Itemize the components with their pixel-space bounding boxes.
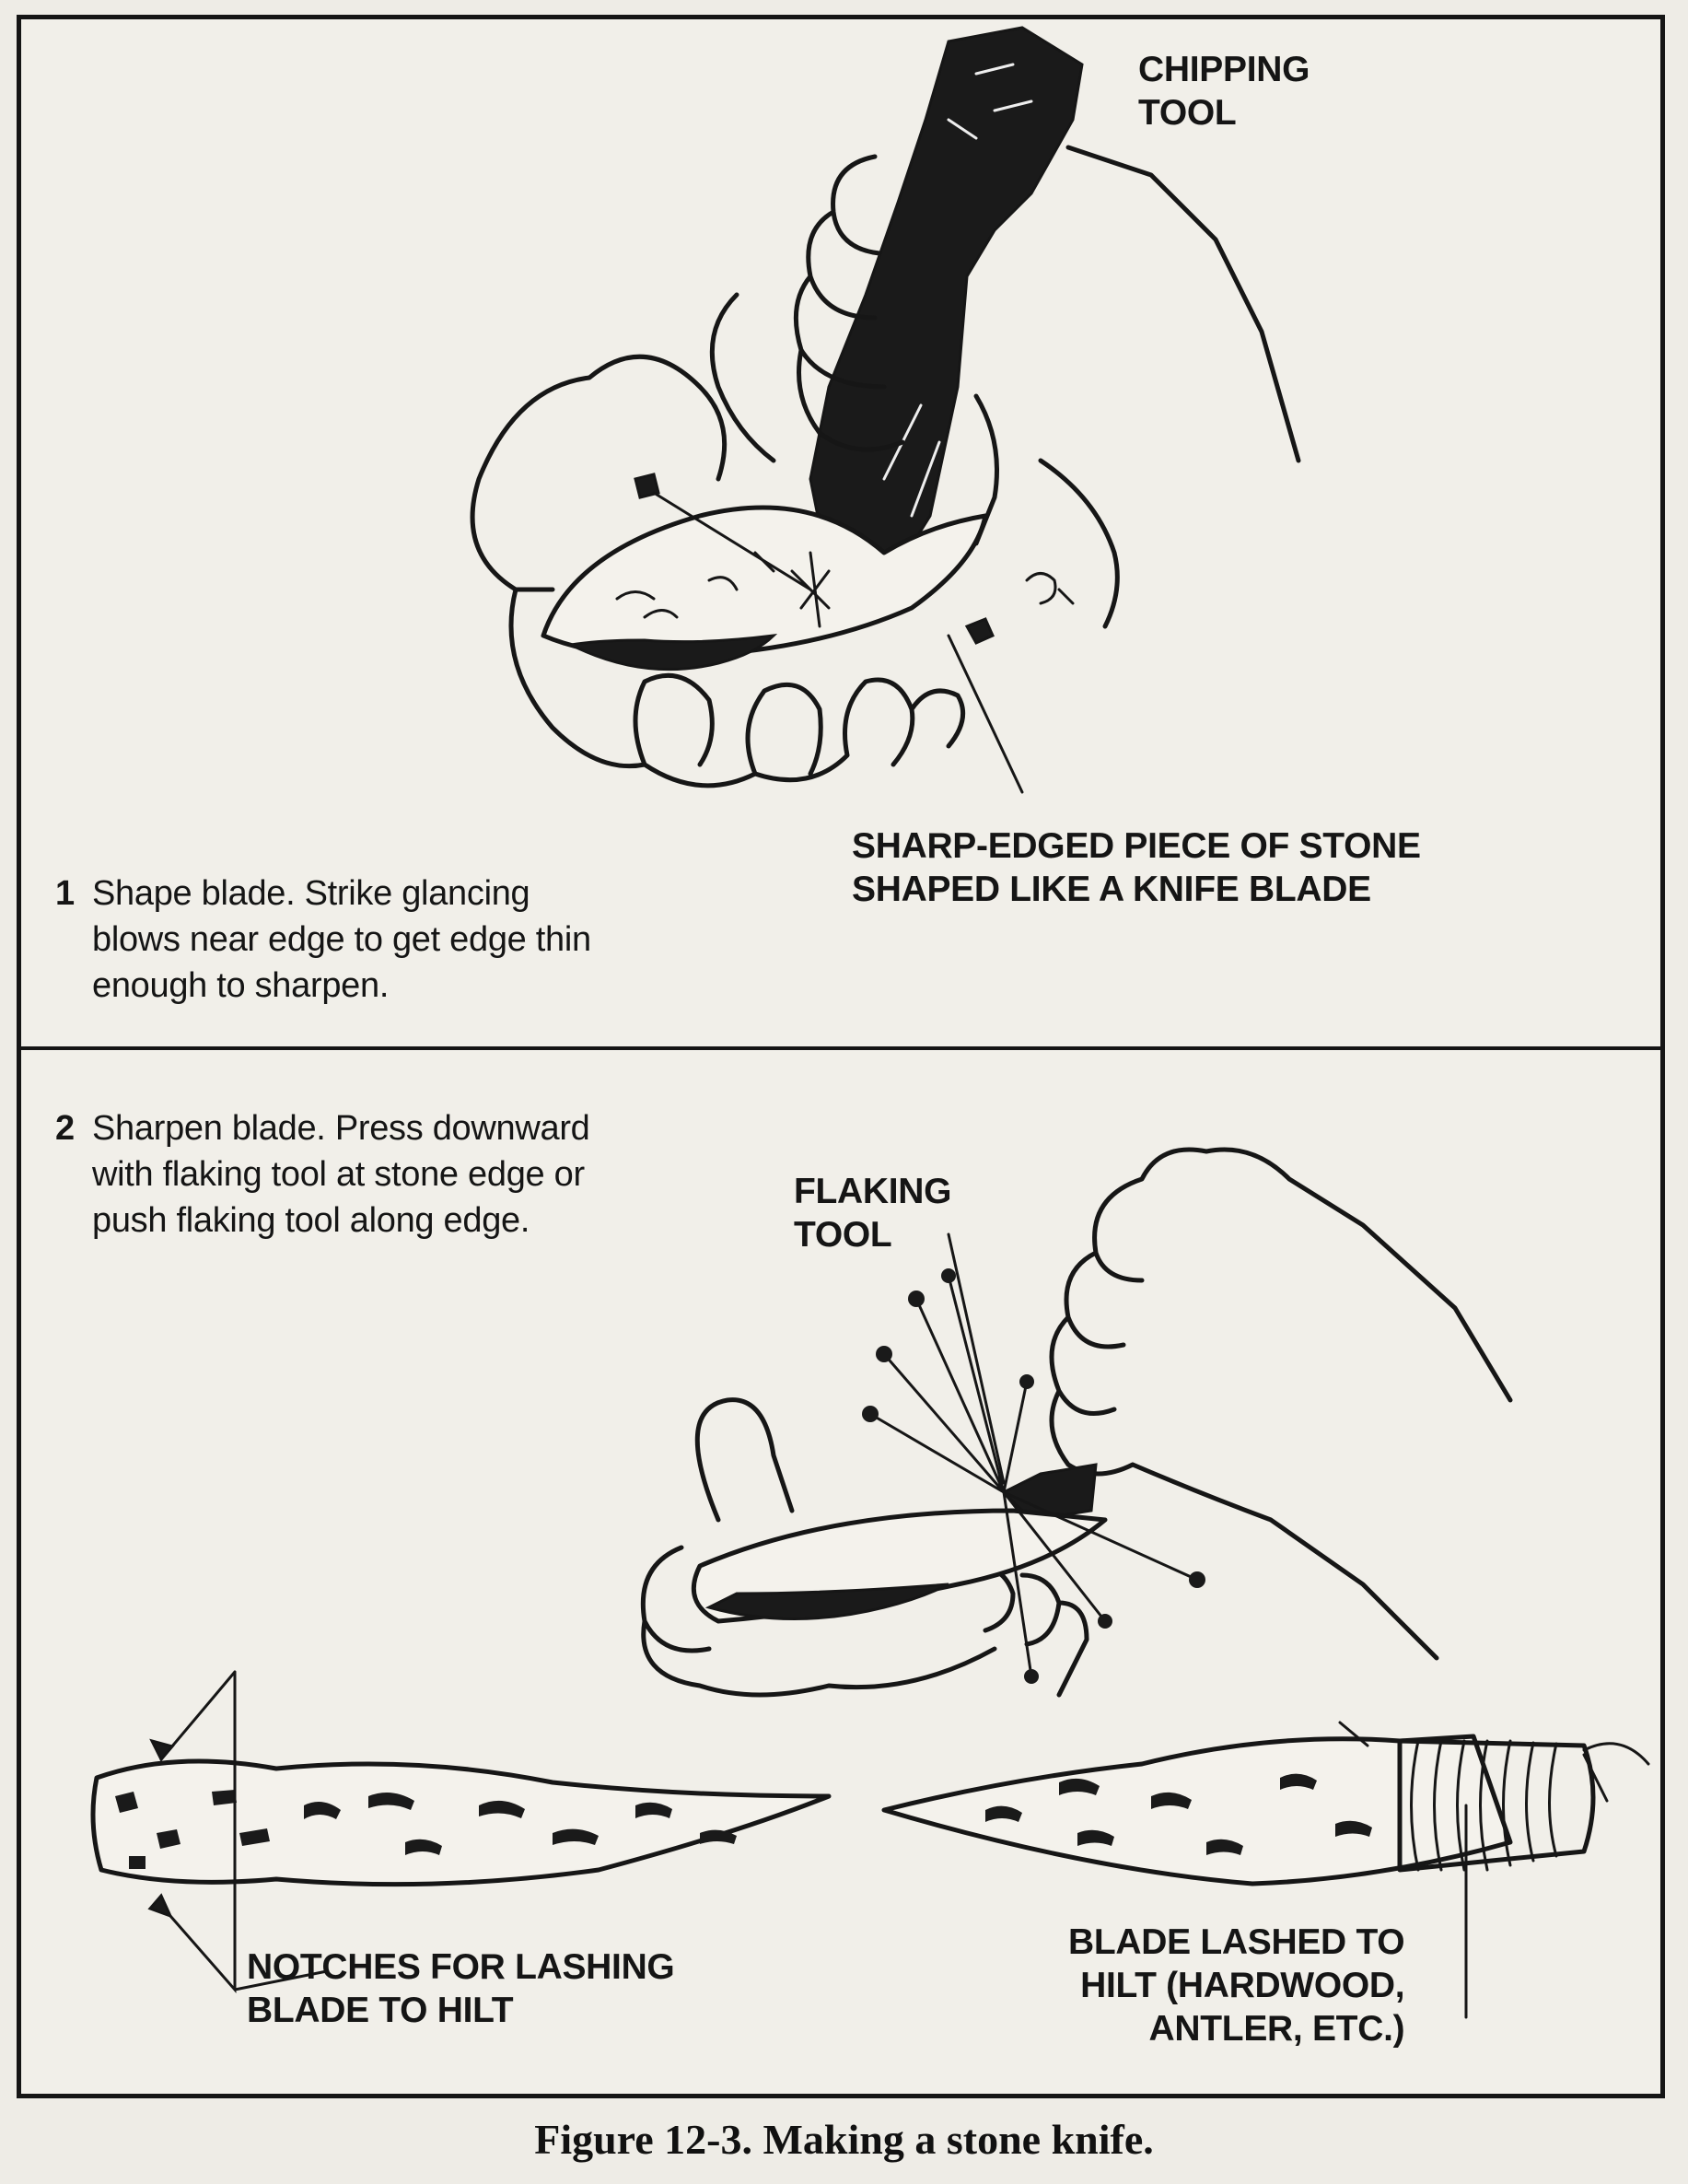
flake-icon <box>908 1291 925 1307</box>
flake-icon <box>862 1406 879 1422</box>
chipping-tool-label: CHIPPING TOOL <box>1138 50 1310 133</box>
flaking-tool-label: FLAKING TOOL <box>794 1172 952 1255</box>
step-1-number: 1 <box>55 874 75 913</box>
notches-label: NOTCHES FOR LASHING BLADE TO HILT <box>247 1947 675 2030</box>
lashed-blade-label: BLADE LASHED TO HILT (HARDWOOD, ANTLER, ETC.) <box>1068 1922 1405 2049</box>
notched-blade-icon <box>93 1761 829 1885</box>
step-1-text: Shape blade. Strike glancing blows near edge to get edge thin enough to sharpen. <box>92 874 591 1005</box>
panel2-illustration <box>93 1150 1648 2017</box>
stone-leader-line <box>949 636 1022 792</box>
flying-chip-icon <box>967 619 993 643</box>
step-2-text: Sharpen blade. Press downward with flaking tool at stone edge or push flaking tool along edge. <box>92 1109 590 1240</box>
step-1 <box>55 870 591 1009</box>
flake-icon <box>1019 1374 1034 1389</box>
flaking-leader-line <box>949 1234 1004 1483</box>
step-2 <box>55 1105 590 1244</box>
chipping-tool-icon <box>810 28 1082 590</box>
flake-icon <box>876 1346 892 1362</box>
stone-label: SHARP-EDGED PIECE OF STONE SHAPED LIKE A KNIFE BLADE <box>852 826 1421 909</box>
flake-icon <box>1024 1669 1039 1684</box>
panel1-illustration <box>472 28 1298 792</box>
flake-icon <box>1098 1614 1112 1629</box>
figure-caption: Figure 12-3. Making a stone knife. <box>534 2116 1154 2163</box>
fist-icon <box>1052 1150 1510 1658</box>
step-2-number: 2 <box>55 1109 75 1148</box>
flake-icon <box>941 1268 956 1283</box>
flake-icon <box>1189 1571 1205 1588</box>
